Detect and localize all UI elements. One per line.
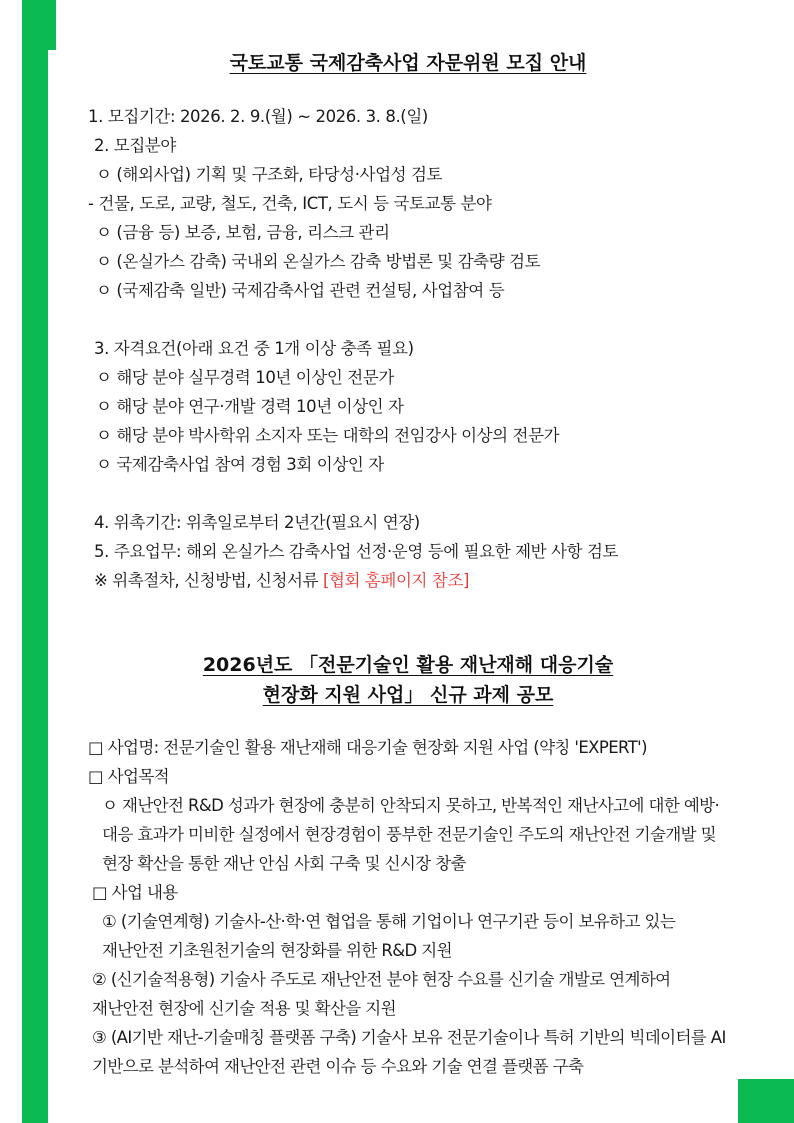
notice1-line-term: 4. 위촉기간: 위촉일로부터 2년간(필요시 연장) <box>94 513 420 532</box>
top-green-tab <box>22 0 56 50</box>
notice1-line-sectors: - 건물, 도로, 교량, 철도, 건축, ICT, 도시 등 국토교통 분야 <box>88 194 492 213</box>
notice2-item-3: ③ (AI기반 재난-기술매칭 플랫폼 구축) 기술사 보유 전문기술이나 특허 기반의 빅데이터를 AI 기반으로 분석하여 재난안전 관련 이슈 등 수요와 기술 연결 플랫폼 구축 <box>92 1028 726 1076</box>
spacer <box>88 305 728 334</box>
notice2-purpose-text: ㅇ 재난안전 R&D 성과가 현장에 충분히 안착되지 못하고, 반복적인 재난사고에 대한 예방·대응 효과가 미비한 실정에서 현장경험이 풍부한 전문기술인 주도의 재난안전 기술개발 및 현장 확산을 통한 재난 안심 사회 구축 및 신시장 창출 <box>102 796 720 873</box>
notice1-line-qualification-heading: 3. 자격요건(아래 요건 중 1개 이상 충족 필요) <box>94 339 414 358</box>
notice1-line-field-heading: 2. 모집분야 <box>94 136 176 155</box>
notice1-line-qual-experience: ㅇ 해당 분야 실무경력 10년 이상인 전문가 <box>96 368 394 387</box>
notice2-purpose-heading: □ 사업목적 <box>88 767 169 786</box>
notice2-content-heading: □ 사업 내용 <box>92 883 178 902</box>
notice1-line-qual-phd: ㅇ 해당 분야 박사학위 소지자 또는 대학의 전임강사 이상의 전문가 <box>96 426 560 445</box>
notice1-line-overseas: ㅇ (해외사업) 기획 및 구조화, 타당성·사업성 검토 <box>96 165 443 184</box>
notice2-item-2: ② (신기술적용형) 기술사 주도로 재난안전 분야 현장 수요를 신기술 개발로 연계하여 재난안전 현장에 신기술 적용 및 확산을 지원 <box>92 970 671 1018</box>
bottom-green-square <box>738 1079 794 1123</box>
notice1-line-qual-participation: ㅇ 국제감축사업 참여 경험 3회 이상인 자 <box>96 455 384 474</box>
notice1-body <box>88 102 728 595</box>
notice2-title-line1: 2026년도 「전문기술인 활용 재난재해 대응기술 <box>202 654 614 676</box>
notice1-line-general: ㅇ (국제감축 일반) 국제감축사업 관련 컨설팅, 사업참여 등 <box>96 281 505 300</box>
notice2-item-1: ① (기술연계형) 기술사-산·학·연 협업을 통해 기업이나 연구기관 등이 보유하고 있는 재난안전 기초원천기술의 현장화를 위한 R&D 지원 <box>102 912 676 960</box>
notice2-title-line2: 현장화 지원 사업」 신규 과제 공모 <box>262 684 554 706</box>
notice2-title <box>88 650 728 710</box>
notice1-note-text: ※ 위촉절차, 신청방법, 신청서류 <box>94 571 323 590</box>
notice1-line-finance: ㅇ (금융 등) 보증, 보험, 금융, 리스크 관리 <box>96 223 390 242</box>
notice1-line-period: 1. 모집기간: 2026. 2. 9.(월) ~ 2026. 3. 8.(일) <box>88 107 428 126</box>
notice1-line-duties: 5. 주요업무: 해외 온실가스 감축사업 선정·운영 등에 필요한 제반 사항 검토 <box>94 542 619 561</box>
notice2-body <box>88 733 728 1081</box>
notice1-title: 국토교통 국제감축사업 자문위원 모집 안내 <box>229 52 587 74</box>
notice1-line-ghg: ㅇ (온실가스 감축) 국내외 온실가스 감축 방법론 및 감축량 검토 <box>96 252 541 271</box>
left-green-stripe <box>22 0 48 1123</box>
notice1-line-qual-research: ㅇ 해당 분야 연구·개발 경력 10년 이상인 자 <box>96 397 404 416</box>
notice2-project-name: □ 사업명: 전문기술인 활용 재난재해 대응기술 현장화 지원 사업 (약칭 'EXPERT') <box>88 738 647 757</box>
spacer <box>88 479 728 508</box>
homepage-reference-link[interactable]: [협회 홈페이지 참조] <box>322 571 470 590</box>
notice1-line-note <box>88 566 728 595</box>
